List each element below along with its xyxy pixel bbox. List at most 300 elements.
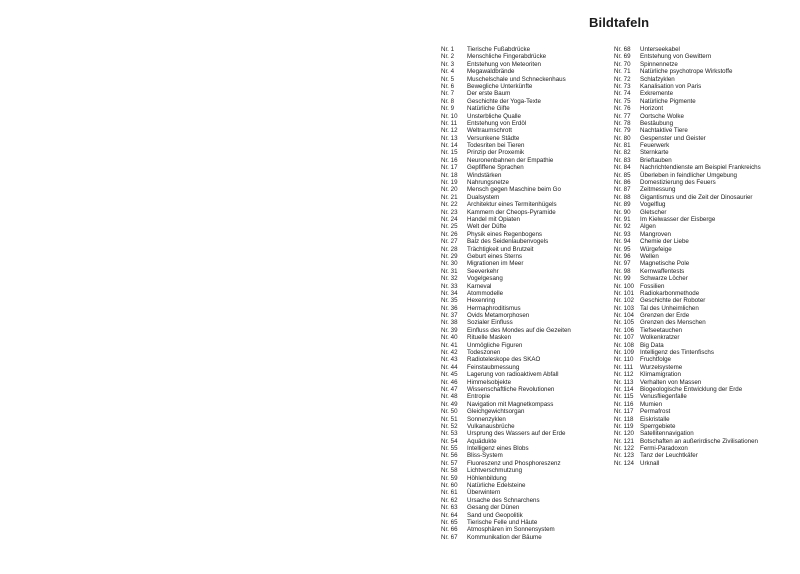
list-item <box>441 512 571 519</box>
plate-number: Nr. 50 <box>441 408 458 416</box>
plate-title: Entropie <box>467 393 491 401</box>
list-item <box>614 209 761 216</box>
list-item <box>614 113 761 120</box>
plate-number: Nr. 8 <box>441 97 455 105</box>
plate-title: Weltraumschrott <box>467 127 512 135</box>
plate-title: Intelligenz eines Blobs <box>467 445 529 453</box>
plate-title: Tiefseetauchen <box>640 326 683 334</box>
list-item <box>614 430 761 437</box>
plate-number: Nr. 99 <box>614 275 631 283</box>
plate-title: Klimamigration <box>640 371 681 379</box>
page-title: Bildtafeln <box>589 15 650 30</box>
plate-number: Nr. 2 <box>441 53 455 61</box>
plate-title: Biogeologische Entwicklung der Erde <box>640 385 743 393</box>
list-item <box>441 534 571 541</box>
plate-number: Nr. 122 <box>614 445 634 453</box>
list-item <box>614 157 761 164</box>
list-item <box>441 98 571 105</box>
plate-number: Nr. 20 <box>441 186 458 194</box>
plate-title: Geschichte der Roboter <box>640 297 706 305</box>
list-item <box>441 53 571 60</box>
plate-list-right <box>614 46 761 467</box>
list-item <box>614 216 761 223</box>
plate-title: Atommodelle <box>467 289 504 297</box>
plate-title: Natürliche Gifte <box>467 105 510 113</box>
plate-number: Nr. 64 <box>441 511 458 519</box>
plate-number: Nr. 32 <box>441 275 458 283</box>
plate-number: Nr. 6 <box>441 82 455 90</box>
plate-number: Nr. 79 <box>614 127 631 135</box>
list-item <box>614 283 761 290</box>
plate-number: Nr. 83 <box>614 156 631 164</box>
list-item <box>614 201 761 208</box>
plate-number: Nr. 89 <box>614 201 631 209</box>
plate-title: Einfluss des Mondes auf die Gezeiten <box>467 326 571 334</box>
plate-title: Mangroven <box>640 230 671 238</box>
plate-number: Nr. 39 <box>441 326 458 334</box>
plate-title: Entstehung von Meteoriten <box>467 60 541 68</box>
list-item <box>441 327 571 334</box>
plate-number: Nr. 21 <box>441 193 458 201</box>
plate-title: Sternkarte <box>640 149 669 157</box>
plate-title: Schwarze Löcher <box>640 275 688 283</box>
list-item <box>441 246 571 253</box>
list-item <box>441 209 571 216</box>
plate-number: Nr. 46 <box>441 378 458 386</box>
plate-title: Bestäubung <box>640 119 674 127</box>
list-item <box>614 401 761 408</box>
list-item <box>614 438 761 445</box>
list-item <box>614 260 761 267</box>
plate-number: Nr. 41 <box>441 341 458 349</box>
plate-title: Seeverkehr <box>467 267 499 275</box>
plate-number: Nr. 116 <box>614 400 634 408</box>
plate-number: Nr. 121 <box>614 437 634 445</box>
plate-title: Urknall <box>640 459 660 467</box>
plate-number: Nr. 48 <box>441 393 458 401</box>
plate-title: Vogelgesang <box>467 275 503 283</box>
list-item <box>441 319 571 326</box>
plate-title: Entstehung von Gewittern <box>640 53 712 61</box>
plate-title: Domestizierung des Feuers <box>640 179 716 187</box>
plate-title: Megawaldbrände <box>467 68 515 76</box>
list-item <box>614 164 761 171</box>
plate-number: Nr. 60 <box>441 482 458 490</box>
plate-title: Ursache des Schnarchens <box>467 496 540 504</box>
list-item <box>441 430 571 437</box>
plate-number: Nr. 78 <box>614 119 631 127</box>
plate-number: Nr. 114 <box>614 385 634 393</box>
list-item <box>614 179 761 186</box>
plate-title: Himmelsobjekte <box>467 378 512 386</box>
plate-title: Würgefeige <box>640 245 672 253</box>
list-item <box>441 105 571 112</box>
list-item <box>441 179 571 186</box>
plate-title: Chemie der Liebe <box>640 238 689 246</box>
list-item <box>614 76 761 83</box>
list-item <box>441 445 571 452</box>
plate-title: Gigantismus und die Zeit der Dinosaurier <box>640 193 753 201</box>
plate-title: Tierische Felle und Häute <box>467 519 538 526</box>
plate-title: Balz des Seidenlaubenvogels <box>467 238 549 246</box>
plate-number: Nr. 25 <box>441 223 458 231</box>
plate-number: Nr. 119 <box>614 422 634 430</box>
plate-number: Nr. 98 <box>614 267 631 275</box>
plate-title: Fruchtfolge <box>640 356 671 364</box>
plate-number: Nr. 74 <box>614 90 631 98</box>
plate-title: Magnetische Pole <box>640 260 690 268</box>
plate-title: Grenzen der Erde <box>640 312 690 320</box>
plate-number: Nr. 91 <box>614 215 631 223</box>
plate-title: Verhalten von Massen <box>640 378 702 386</box>
plate-title: Fermi-Paradoxon <box>640 445 688 453</box>
list-item <box>614 127 761 134</box>
plate-title: Natürliche psychotrope Wirkstoffe <box>640 68 733 76</box>
plate-number: Nr. 14 <box>441 142 458 150</box>
plate-number: Nr. 61 <box>441 489 458 497</box>
list-item <box>441 416 571 423</box>
plate-number: Nr. 75 <box>614 97 631 105</box>
plate-title: Neuronenbahnen der Empathie <box>467 156 554 164</box>
plate-title: Nahrungsnetze <box>467 179 509 187</box>
plate-title: Geburt eines Sterns <box>467 252 523 260</box>
plate-title: Ursprung des Wassers auf der Erde <box>467 430 566 438</box>
plate-title: Geschichte der Yoga-Texte <box>467 97 541 105</box>
list-item <box>441 260 571 267</box>
plate-number: Nr. 45 <box>441 371 458 379</box>
list-item <box>614 194 761 201</box>
list-item <box>614 312 761 319</box>
list-item <box>441 334 571 341</box>
plate-title: Wellen <box>640 252 659 260</box>
list-item <box>441 460 571 467</box>
list-item <box>441 482 571 489</box>
list-item <box>441 489 571 496</box>
plate-number: Nr. 43 <box>441 356 458 364</box>
list-item <box>441 83 571 90</box>
plate-number: Nr. 33 <box>441 282 458 290</box>
list-item <box>614 379 761 386</box>
plate-title: Handel mit Opiaten <box>467 215 520 223</box>
list-item <box>614 408 761 415</box>
plate-number: Nr. 88 <box>614 193 631 201</box>
plate-title: Algen <box>640 223 656 231</box>
plate-number: Nr. 120 <box>614 430 634 438</box>
plate-title: Kanalisation von Paris <box>640 82 702 90</box>
plate-number: Nr. 86 <box>614 179 631 187</box>
plate-number: Nr. 123 <box>614 452 634 460</box>
plate-number: Nr. 5 <box>441 75 455 83</box>
plate-number: Nr. 84 <box>614 164 631 172</box>
list-item <box>441 526 571 533</box>
plate-title: Fossilien <box>640 282 665 290</box>
plate-number: Nr. 115 <box>614 393 634 401</box>
plate-title: Lagerung von radioaktivem Abfall <box>467 371 559 379</box>
plate-number: Nr. 57 <box>441 459 458 467</box>
plate-title: Grenzen des Menschen <box>640 319 706 327</box>
plate-number: Nr. 110 <box>614 356 634 364</box>
plate-number: Nr. 113 <box>614 378 634 386</box>
plate-title: Gespenster und Geister <box>640 134 706 142</box>
plate-title: Hermaphroditismus <box>467 304 521 312</box>
plate-number: Nr. 107 <box>614 334 634 342</box>
plate-title: Der erste Baum <box>467 90 511 98</box>
list-item <box>614 342 761 349</box>
plate-title: Aquädukte <box>467 437 497 445</box>
list-item <box>614 186 761 193</box>
list-item <box>441 452 571 459</box>
list-item <box>441 120 571 127</box>
list-item <box>614 460 761 467</box>
plate-number: Nr. 51 <box>441 415 458 423</box>
plate-number: Nr. 85 <box>614 171 631 179</box>
plate-title: Höhlenbildung <box>467 474 507 482</box>
plate-number: Nr. 104 <box>614 312 634 320</box>
list-item <box>614 423 761 430</box>
plate-title: Feinstaubmessung <box>467 363 520 371</box>
list-item <box>614 120 761 127</box>
plate-title: Rituelle Masken <box>467 334 512 342</box>
plate-number: Nr. 73 <box>614 82 631 90</box>
list-item <box>614 142 761 149</box>
list-item <box>614 416 761 423</box>
list-item <box>614 445 761 452</box>
plate-title: Karneval <box>467 282 492 290</box>
list-item <box>441 149 571 156</box>
list-item <box>441 312 571 319</box>
list-item <box>614 238 761 245</box>
list-item <box>441 127 571 134</box>
plate-title: Satellitennavigation <box>640 430 694 438</box>
list-item <box>614 135 761 142</box>
plate-title: Welt der Düfte <box>467 223 507 231</box>
list-item <box>614 290 761 297</box>
list-item <box>614 319 761 326</box>
list-item <box>614 68 761 75</box>
list-item <box>441 408 571 415</box>
plate-number: Nr. 28 <box>441 245 458 253</box>
plate-title: Unmögliche Figuren <box>467 341 523 349</box>
plate-number: Nr. 16 <box>441 156 458 164</box>
plate-number: Nr. 17 <box>441 164 458 172</box>
list-item <box>614 386 761 393</box>
plate-number: Nr. 111 <box>614 363 634 371</box>
plate-title: Mumien <box>640 400 663 408</box>
list-item <box>614 53 761 60</box>
plate-title: Radiokarbonmethode <box>640 289 700 297</box>
plate-number: Nr. 58 <box>441 467 458 475</box>
plate-number: Nr. 118 <box>614 415 634 423</box>
plate-number: Nr. 4 <box>441 68 455 76</box>
plate-number: Nr. 37 <box>441 312 458 320</box>
plate-number: Nr. 71 <box>614 68 631 76</box>
plate-number: Nr. 94 <box>614 238 631 246</box>
plate-title: Lichtverschmutzung <box>467 467 523 475</box>
plate-title: Botschaften an außerirdische Zivilisationen <box>640 437 758 445</box>
list-item <box>441 68 571 75</box>
plate-title: Oortsche Wolke <box>640 112 684 120</box>
list-item <box>614 246 761 253</box>
plate-title: Kammern der Cheops-Pyramide <box>467 208 556 216</box>
list-item <box>441 268 571 275</box>
plate-title: Im Kielwasser der Eisberge <box>640 215 716 223</box>
list-item <box>441 46 571 53</box>
plate-title: Sonnenzyklen <box>467 415 506 423</box>
plate-title: Wissenschaftliche Revolutionen <box>467 385 555 393</box>
plate-number: Nr. 82 <box>614 149 631 157</box>
plate-title: Wurzelsysteme <box>640 363 683 371</box>
list-item <box>441 467 571 474</box>
plate-number: Nr. 52 <box>441 422 458 430</box>
list-item <box>441 497 571 504</box>
list-item <box>614 297 761 304</box>
plate-number: Nr. 12 <box>441 127 458 135</box>
plate-number: Nr. 3 <box>441 60 455 68</box>
plate-title: Natürliche Edelsteine <box>467 482 526 490</box>
plate-title: Unsterbliche Qualle <box>467 112 521 120</box>
plate-number: Nr. 40 <box>441 334 458 342</box>
plate-number: Nr. 112 <box>614 371 634 379</box>
plate-number: Nr. 42 <box>441 349 458 357</box>
plate-number: Nr. 105 <box>614 319 634 327</box>
plate-title: Sand und Geopolitik <box>467 511 523 519</box>
list-item <box>441 194 571 201</box>
plate-title: Muschelschale und Schneckenhaus <box>467 75 566 83</box>
plate-number: Nr. 96 <box>614 252 631 260</box>
list-item <box>614 149 761 156</box>
list-item <box>614 90 761 97</box>
list-item <box>441 371 571 378</box>
list-item <box>441 290 571 297</box>
plate-number: Nr. 13 <box>441 134 458 142</box>
plate-title: Bliss-System <box>467 452 503 460</box>
plate-number: Nr. 109 <box>614 349 634 357</box>
list-item <box>441 275 571 282</box>
list-item <box>614 98 761 105</box>
list-item <box>614 334 761 341</box>
list-item <box>441 135 571 142</box>
list-item <box>441 90 571 97</box>
plate-number: Nr. 77 <box>614 112 631 120</box>
list-item <box>441 393 571 400</box>
plate-list-left <box>441 46 571 541</box>
plate-number: Nr. 76 <box>614 105 631 113</box>
plate-number: Nr. 38 <box>441 319 458 327</box>
plate-number: Nr. 80 <box>614 134 631 142</box>
plate-number: Nr. 65 <box>441 519 458 526</box>
plate-title: Architektur eines Termitenhügels <box>467 201 557 209</box>
plate-number: Nr. 102 <box>614 297 634 305</box>
plate-title: Intelligenz des Tintenfischs <box>640 349 714 357</box>
plate-title: Physik eines Regenbogens <box>467 230 542 238</box>
plate-title: Exkremente <box>640 90 674 98</box>
list-item <box>614 305 761 312</box>
list-item <box>441 349 571 356</box>
plate-number: Nr. 95 <box>614 245 631 253</box>
plate-title: Migrationen im Meer <box>467 260 524 268</box>
plate-number: Nr. 68 <box>614 46 631 53</box>
plate-number: Nr. 93 <box>614 230 631 238</box>
list-item <box>441 61 571 68</box>
plate-number: Nr. 36 <box>441 304 458 312</box>
plate-title: Kernwaffentests <box>640 267 685 275</box>
plate-title: Spinnennetze <box>640 60 678 68</box>
plate-number: Nr. 27 <box>441 238 458 246</box>
plate-number: Nr. 24 <box>441 215 458 223</box>
plate-title: Überwintern <box>467 489 501 497</box>
plate-title: Fluoreszenz und Phosphoreszenz <box>467 459 561 467</box>
plate-title: Hexenring <box>467 297 496 305</box>
plate-number: Nr. 44 <box>441 363 458 371</box>
plate-title: Natürliche Pigmente <box>640 97 696 105</box>
list-item <box>614 253 761 260</box>
plate-title: Vogelflug <box>640 201 666 209</box>
list-item <box>441 305 571 312</box>
plate-number: Nr. 100 <box>614 282 634 290</box>
plate-number: Nr. 92 <box>614 223 631 231</box>
list-item <box>441 504 571 511</box>
plate-number: Nr. 70 <box>614 60 631 68</box>
plate-title: Entstehung von Erdöl <box>467 119 527 127</box>
plate-title: Nachtaktive Tiere <box>640 127 688 135</box>
plate-number: Nr. 101 <box>614 289 634 297</box>
plate-title: Kommunikation der Bäume <box>467 533 542 541</box>
plate-number: Nr. 15 <box>441 149 458 157</box>
plate-title: Feuerwerk <box>640 142 670 150</box>
plate-title: Eiskristalle <box>640 415 670 423</box>
plate-number: Nr. 117 <box>614 408 634 416</box>
plate-number: Nr. 81 <box>614 142 631 150</box>
plate-title: Vulkanausbrüche <box>467 422 515 430</box>
plate-number: Nr. 62 <box>441 496 458 504</box>
list-item <box>614 452 761 459</box>
plate-number: Nr. 22 <box>441 201 458 209</box>
plate-title: Wolkenkratzer <box>640 334 680 342</box>
list-item <box>614 275 761 282</box>
plate-number: Nr. 47 <box>441 385 458 393</box>
plate-number: Nr. 23 <box>441 208 458 216</box>
plate-number: Nr. 106 <box>614 326 634 334</box>
plate-number: Nr. 72 <box>614 75 631 83</box>
list-item <box>441 438 571 445</box>
plate-number: Nr. 103 <box>614 304 634 312</box>
list-item <box>441 401 571 408</box>
list-item <box>614 105 761 112</box>
plate-number: Nr. 10 <box>441 112 458 120</box>
plate-title: Gleichgewichtsorgan <box>467 408 525 416</box>
plate-title: Tanz der Leuchtkäfer <box>640 452 698 460</box>
plate-number: Nr. 9 <box>441 105 455 113</box>
plate-number: Nr. 108 <box>614 341 634 349</box>
plate-title: Gepfiffene Sprachen <box>467 164 524 172</box>
plate-title: Todesriten bei Tieren <box>467 142 525 150</box>
plate-number: Nr. 53 <box>441 430 458 438</box>
list-item <box>441 172 571 179</box>
plate-title: Nachrichtendienste am Beispiel Frankreichs <box>640 164 761 172</box>
plate-number: Nr. 29 <box>441 252 458 260</box>
plate-number: Nr. 49 <box>441 400 458 408</box>
plate-title: Versunkene Städte <box>467 134 520 142</box>
plate-title: Brieftauben <box>640 156 672 164</box>
plate-number: Nr. 55 <box>441 445 458 453</box>
plate-title: Gletscher <box>640 208 667 216</box>
list-item <box>614 46 761 53</box>
list-item <box>614 83 761 90</box>
list-item <box>441 297 571 304</box>
plate-number: Nr. 63 <box>441 504 458 512</box>
plate-title: Gesang der Dünen <box>467 504 520 512</box>
list-item <box>441 76 571 83</box>
